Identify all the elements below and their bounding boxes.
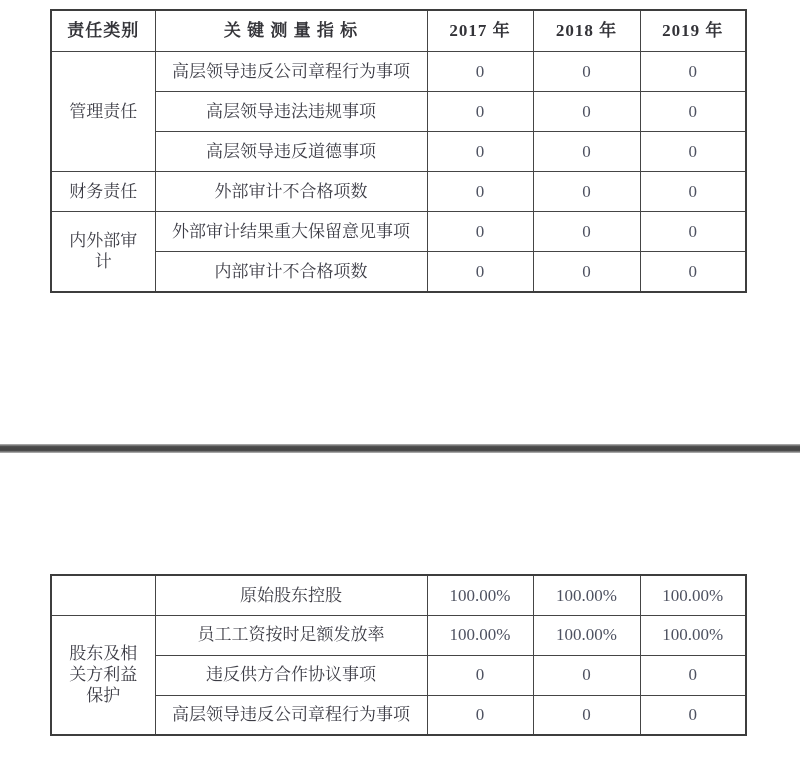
table1-body bbox=[51, 52, 746, 292]
value-cell: 0 bbox=[640, 52, 746, 92]
value-cell: 0 bbox=[640, 132, 746, 172]
responsibility-metrics-table-top bbox=[50, 9, 747, 293]
value-cell: 0 bbox=[427, 655, 533, 695]
table-row bbox=[51, 615, 746, 655]
category-cell: 管理责任 bbox=[51, 52, 155, 172]
value-cell: 0 bbox=[427, 132, 533, 172]
table-row bbox=[51, 252, 746, 292]
value-cell: 0 bbox=[427, 172, 533, 212]
value-cell: 0 bbox=[427, 52, 533, 92]
page-break-divider bbox=[0, 444, 800, 453]
indicator-cell: 违反供方合作协议事项 bbox=[155, 655, 427, 695]
col-header-category: 责任类别 bbox=[51, 10, 155, 52]
value-cell: 0 bbox=[640, 252, 746, 292]
indicator-cell: 外部审计结果重大保留意见事项 bbox=[155, 212, 427, 252]
value-cell: 0 bbox=[640, 695, 746, 735]
table-row bbox=[51, 212, 746, 252]
value-cell: 0 bbox=[640, 172, 746, 212]
table-row bbox=[51, 655, 746, 695]
value-cell: 0 bbox=[427, 252, 533, 292]
value-cell: 100.00% bbox=[533, 615, 640, 655]
value-cell: 0 bbox=[533, 252, 640, 292]
indicator-cell: 高层领导违法违规事项 bbox=[155, 92, 427, 132]
value-cell: 100.00% bbox=[640, 615, 746, 655]
value-cell: 100.00% bbox=[427, 615, 533, 655]
value-cell: 0 bbox=[427, 695, 533, 735]
value-cell: 0 bbox=[640, 92, 746, 132]
indicator-cell: 高层领导违反公司章程行为事项 bbox=[155, 52, 427, 92]
col-header-indicator: 关 键 测 量 指 标 bbox=[155, 10, 427, 52]
value-cell: 0 bbox=[533, 655, 640, 695]
category-cell bbox=[51, 575, 155, 615]
indicator-cell: 原始股东控股 bbox=[155, 575, 427, 615]
value-cell: 100.00% bbox=[533, 575, 640, 615]
indicator-cell: 高层领导违反公司章程行为事项 bbox=[155, 695, 427, 735]
table-row bbox=[51, 52, 746, 92]
col-header-2019: 2019 年 bbox=[640, 10, 746, 52]
table2-body bbox=[51, 575, 746, 735]
value-cell: 0 bbox=[533, 132, 640, 172]
indicator-cell: 外部审计不合格项数 bbox=[155, 172, 427, 212]
value-cell: 0 bbox=[533, 92, 640, 132]
category-cell: 股东及相关方利益保护 bbox=[51, 615, 155, 735]
header-row bbox=[51, 10, 746, 52]
category-cell: 内外部审计 bbox=[51, 212, 155, 292]
table-row bbox=[51, 575, 746, 615]
indicator-cell: 员工工资按时足额发放率 bbox=[155, 615, 427, 655]
responsibility-metrics-table-bottom bbox=[50, 574, 747, 736]
value-cell: 0 bbox=[533, 52, 640, 92]
category-cell: 财务责任 bbox=[51, 172, 155, 212]
col-header-2018: 2018 年 bbox=[533, 10, 640, 52]
value-cell: 0 bbox=[427, 212, 533, 252]
value-cell: 0 bbox=[427, 92, 533, 132]
value-cell: 0 bbox=[640, 655, 746, 695]
value-cell: 0 bbox=[533, 212, 640, 252]
value-cell: 0 bbox=[533, 695, 640, 735]
value-cell: 0 bbox=[533, 172, 640, 212]
col-header-2017: 2017 年 bbox=[427, 10, 533, 52]
indicator-cell: 内部审计不合格项数 bbox=[155, 252, 427, 292]
value-cell: 100.00% bbox=[640, 575, 746, 615]
value-cell: 100.00% bbox=[427, 575, 533, 615]
value-cell: 0 bbox=[640, 212, 746, 252]
table-row bbox=[51, 695, 746, 735]
table-row bbox=[51, 92, 746, 132]
indicator-cell: 高层领导违反道德事项 bbox=[155, 132, 427, 172]
table-row bbox=[51, 132, 746, 172]
table-row bbox=[51, 172, 746, 212]
